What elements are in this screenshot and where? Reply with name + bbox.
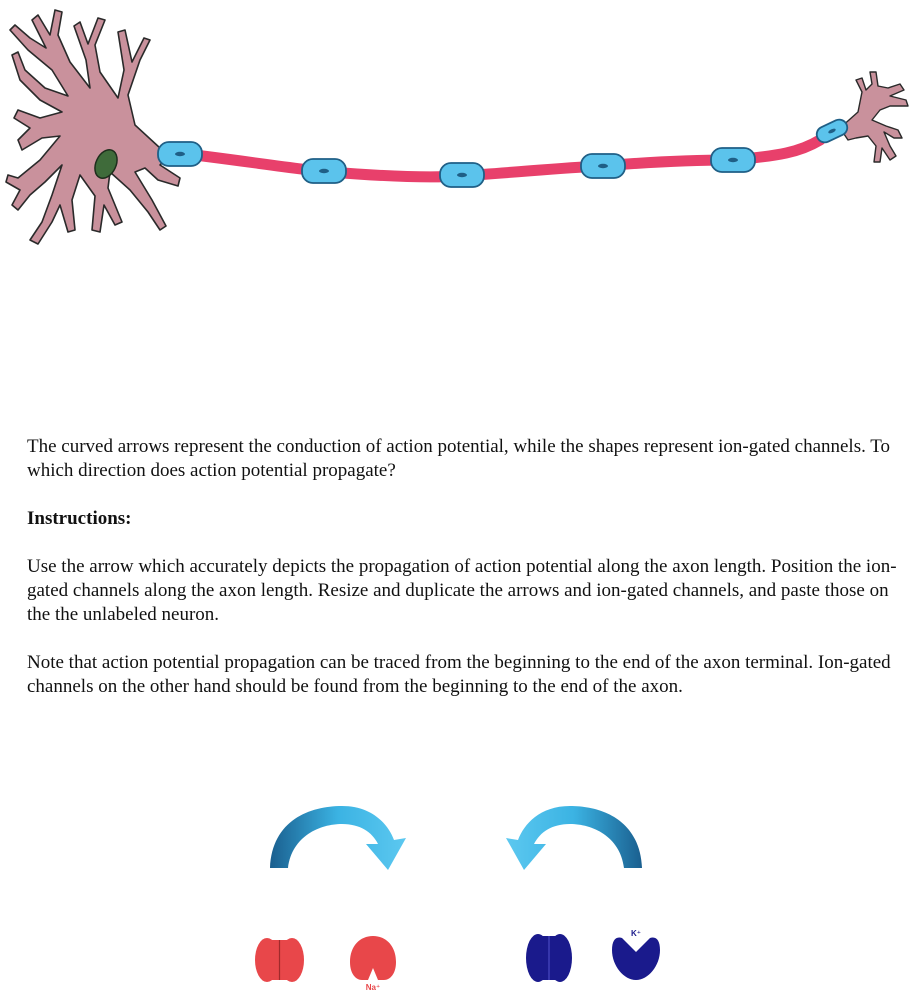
potassium-channel-closed[interactable] <box>526 934 572 982</box>
potassium-channel-open[interactable] <box>612 929 660 980</box>
soma-dendrites <box>6 10 180 244</box>
myelin-sheath <box>302 159 346 183</box>
myelin-sheath <box>581 154 625 178</box>
curved-arrow-left[interactable] <box>506 806 642 870</box>
axon-terminal <box>840 72 908 162</box>
sodium-channel-open[interactable] <box>350 936 396 992</box>
instruction-text: Use the arrow which accurately depicts the propagation of action potential along the axon length. Position the ion-gated channels along the axon length. Resize and duplicate the arrows and ion-gated channels, and paste those on the the unlabeled neuron. <box>27 556 897 625</box>
curved-arrow-right[interactable] <box>270 806 406 870</box>
sodium-ion-label: Na⁺ <box>365 983 381 992</box>
myelin-sheath <box>814 117 850 145</box>
potassium-ion-label: K⁺ <box>631 929 641 938</box>
neuron-illustration <box>0 0 916 260</box>
sodium-channel-closed[interactable] <box>255 938 304 982</box>
myelin-sheath <box>711 148 755 172</box>
note-text: Note that action potential propagation can be traced from the beginning to the end of the axon terminal. Ion-gated channels on the other hand should be found from the beginning to the end of the axon. <box>27 652 891 697</box>
instructions-heading: Instructions: <box>27 508 132 529</box>
myelin-sheath <box>158 142 202 166</box>
question-text-block <box>27 435 897 699</box>
question-prompt: The curved arrows represent the conduction of action potential, while the shapes represent ion-gated channels. To which direction does action potential propagate? <box>27 436 891 481</box>
arrows-and-channels <box>240 790 680 995</box>
myelin-sheath <box>440 163 484 187</box>
